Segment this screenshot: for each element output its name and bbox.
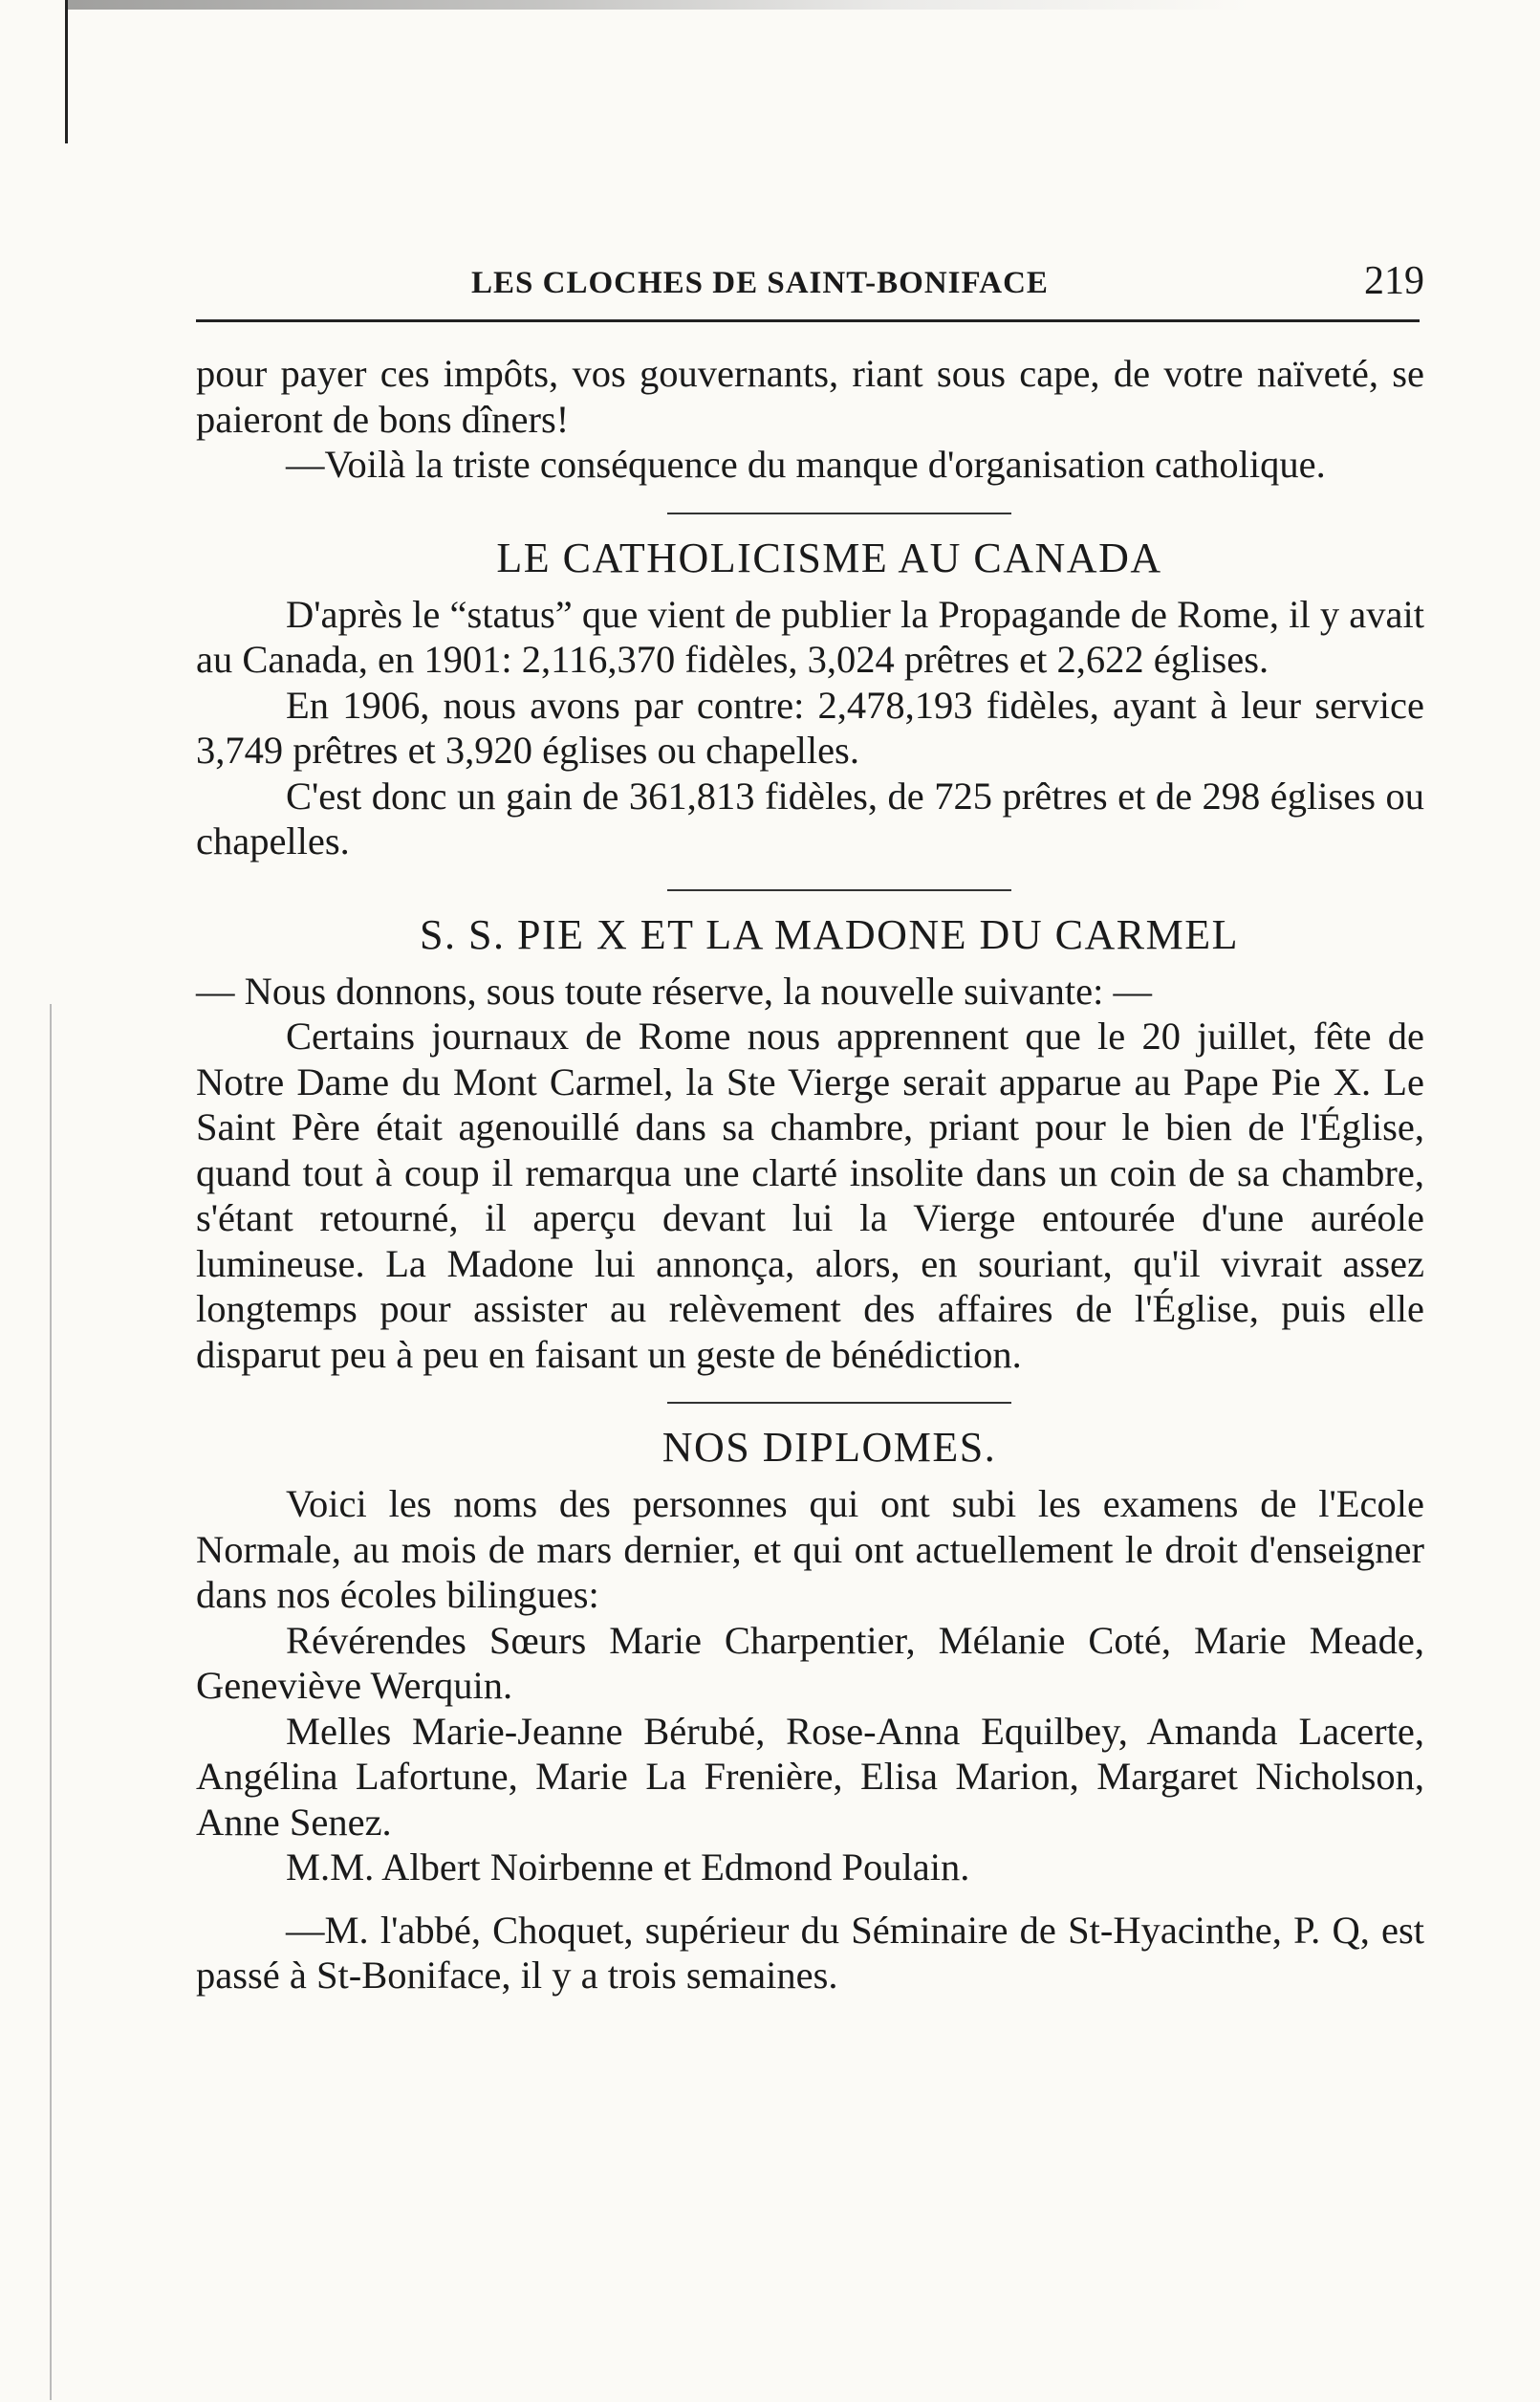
section-divider [667,889,1011,891]
paragraph: Révérendes Sœurs Marie Charpentier, Mélanie Coté, Marie Meade, Geneviève Werquin. [196,1618,1424,1707]
section-divider [667,1402,1011,1404]
notice-line: — Nous donnons, sous toute réserve, la nouvelle suivante: — [196,969,1152,1013]
paragraph: Melles Marie-Jeanne Bérubé, Rose-Anna Equilbey, Amanda Lacerte, Angélina Lafortune, Marie La Frenière, Elisa Marion, Margaret Nicholson, Anne Senez. [196,1709,1424,1844]
paragraph: D'après le “status” que vient de publier la Propagande de Rome, il y avait au Canada, en 1901: 2,116,370 fidèles, 3,024 prêtres et 2,622 églises. [196,592,1424,681]
scan-margin-line [50,1004,52,2400]
page [196,256,1424,1998]
section-divider [667,513,1011,514]
section-title-pie-x: S. S. PIE X ET LA MADONE DU CARMEL [420,910,1239,958]
paragraph: Voici les noms des personnes qui ont subi les examens de l'Ecole Normale, au mois de mars dernier, et qui ont actuellement le droit d'enseigner dans nos écoles bilingues: [196,1482,1424,1616]
running-title: LES CLOCHES DE SAINT-BONIFACE [471,266,1049,300]
intro-conclusion: —Voilà la triste conséquence du manque d'organisation catholique. [286,443,1326,486]
header-rule [196,319,1420,322]
section-title-catholicisme: LE CATHOLICISME AU CANADA [496,534,1162,581]
page-header [196,256,1424,314]
scan-edge-line [65,0,68,143]
paragraph: M.M. Albert Noirbenne et Edmond Poulain. [286,1845,970,1889]
closing-note: —M. l'abbé, Choquet, supérieur du Séminaire de St-Hyacinthe, P. Q, est passé à St-Boniface, il y a trois semaines. [196,1908,1424,1997]
paragraph: En 1906, nous avons par contre: 2,478,193 fidèles, ayant à leur service 3,749 prêtres et 3,920 églises ou chapelles. [196,683,1424,772]
section-title-diplomes: NOS DIPLOMES. [662,1424,997,1471]
paragraph: Certains journaux de Rome nous apprennent que le 20 juillet, fête de Notre Dame du Mont Carmel, la Ste Vierge serait apparue au Pape Pie X. Le Saint Père était agenouillé dans sa chambre, priant pour le bien de l'Église, quand tout à coup il remarqua une clarté insolite dans un coin de sa chambre, s'étant retourné, il aperçu devant lui la Vierge entourée d'une auréole lumineuse. La Madone lui annonça, alors, en souriant, qu'il vivrait assez longtemps pour assister au relèvement des affaires de l'Église, puis elle disparut peu à peu en faisant un geste de bénédiction. [196,1015,1424,1376]
paragraph: C'est donc un gain de 361,813 fidèles, de 725 prêtres et de 298 églises ou chapelles. [196,774,1424,863]
intro-paragraph: pour payer ces impôts, vos gouvernants, riant sous cape, de votre naïveté, se paieront de bons dîners! [196,352,1424,441]
scan-top-smudge [67,0,1252,10]
page-number: 219 [1364,259,1424,303]
